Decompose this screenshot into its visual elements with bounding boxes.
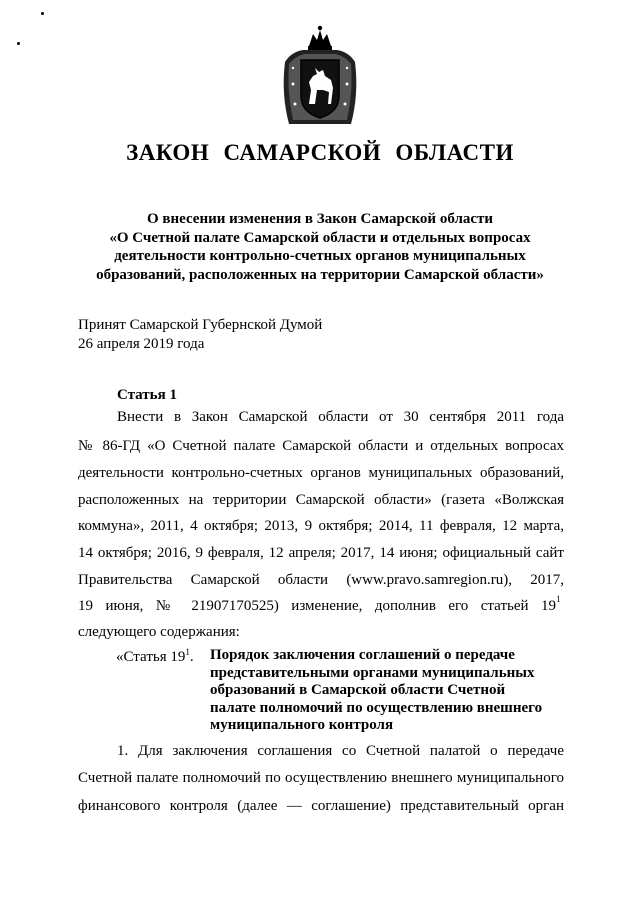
article-1-line: Внести в Закон Самарской области от 30 сентября 2011 года xyxy=(117,409,564,425)
article-19-title-line: Порядок заключения соглашений о передаче xyxy=(210,647,515,663)
scan-mark xyxy=(17,42,20,45)
adopted-by: Принят Самарской Губернской Думой xyxy=(78,317,323,333)
clause-1-line: финансового контроля (далее — соглашение) представительный орган xyxy=(78,798,564,814)
article-1-line: коммуна», 2011, 4 октября; 2013, 9 октября; 2014, 11 февраля, 12 марта, xyxy=(78,518,564,534)
article-1-line: Правительства Самарской области (www.pravo.samregion.ru), 2017, xyxy=(78,572,564,588)
article-1-heading: Статья 1 xyxy=(117,387,177,403)
subtitle-line: образований, расположенных на территории Самарской области» xyxy=(96,267,544,284)
scan-mark xyxy=(41,12,44,15)
article-1-line: расположенных на территории Самарской области» (газета «Волжская xyxy=(78,492,564,508)
article-19-title-line: палате полномочий по осуществлению внешнего xyxy=(210,699,543,716)
article-19-title-line: образований в Самарской области Счетной xyxy=(210,682,506,698)
article-19-title-line: представительными органами муниципальных xyxy=(210,664,535,681)
document-title: ЗАКОН САМАРСКОЙ ОБЛАСТИ xyxy=(126,140,514,165)
article-1-line: следующего содержания: xyxy=(78,624,240,640)
article-19-label: «Статья $19^1$. xyxy=(116,647,194,665)
superscript: 1 xyxy=(185,647,190,657)
article-19-title xyxy=(210,647,550,735)
article-1-line: деятельности контрольно-счетных органов муниципальных образований, xyxy=(78,465,564,481)
subtitle-line: О внесении изменения в Закон Самарской области xyxy=(146,211,494,227)
article-1-line-text: 19 июня, № 21907170525) изменение, дополнив его статьей 19 xyxy=(78,598,556,614)
adopted-date: 26 апреля 2019 года xyxy=(78,336,205,352)
article-19-label-text: «Статья 19 xyxy=(116,649,186,665)
article-1-line: 14 октября; 2016, 9 февраля, 12 апреля; 2017, 14 июня; официальный сайт xyxy=(78,545,564,561)
clause-1-line: 1. Для заключения соглашения со Счетной палатой о передаче xyxy=(117,743,564,759)
article-19-title-line: муниципального контроля xyxy=(210,717,394,733)
article-1-line: № 86-ГД «О Счетной палате Самарской области и отдельных вопросах xyxy=(78,438,564,454)
clause-1-line: Счетной палате полномочий по осуществлению внешнего муниципального xyxy=(78,770,564,786)
coat-of-arms-emblem xyxy=(279,24,361,130)
superscript: 1 xyxy=(556,594,561,604)
adoption-info xyxy=(78,316,322,354)
article-1-line xyxy=(78,598,556,615)
subtitle-line: деятельности контрольно-счетных органов муниципальных xyxy=(114,248,526,265)
subtitle-line: «О Счетной палате Самарской области и отдельных вопросах xyxy=(109,229,531,246)
document-subtitle xyxy=(60,210,580,285)
